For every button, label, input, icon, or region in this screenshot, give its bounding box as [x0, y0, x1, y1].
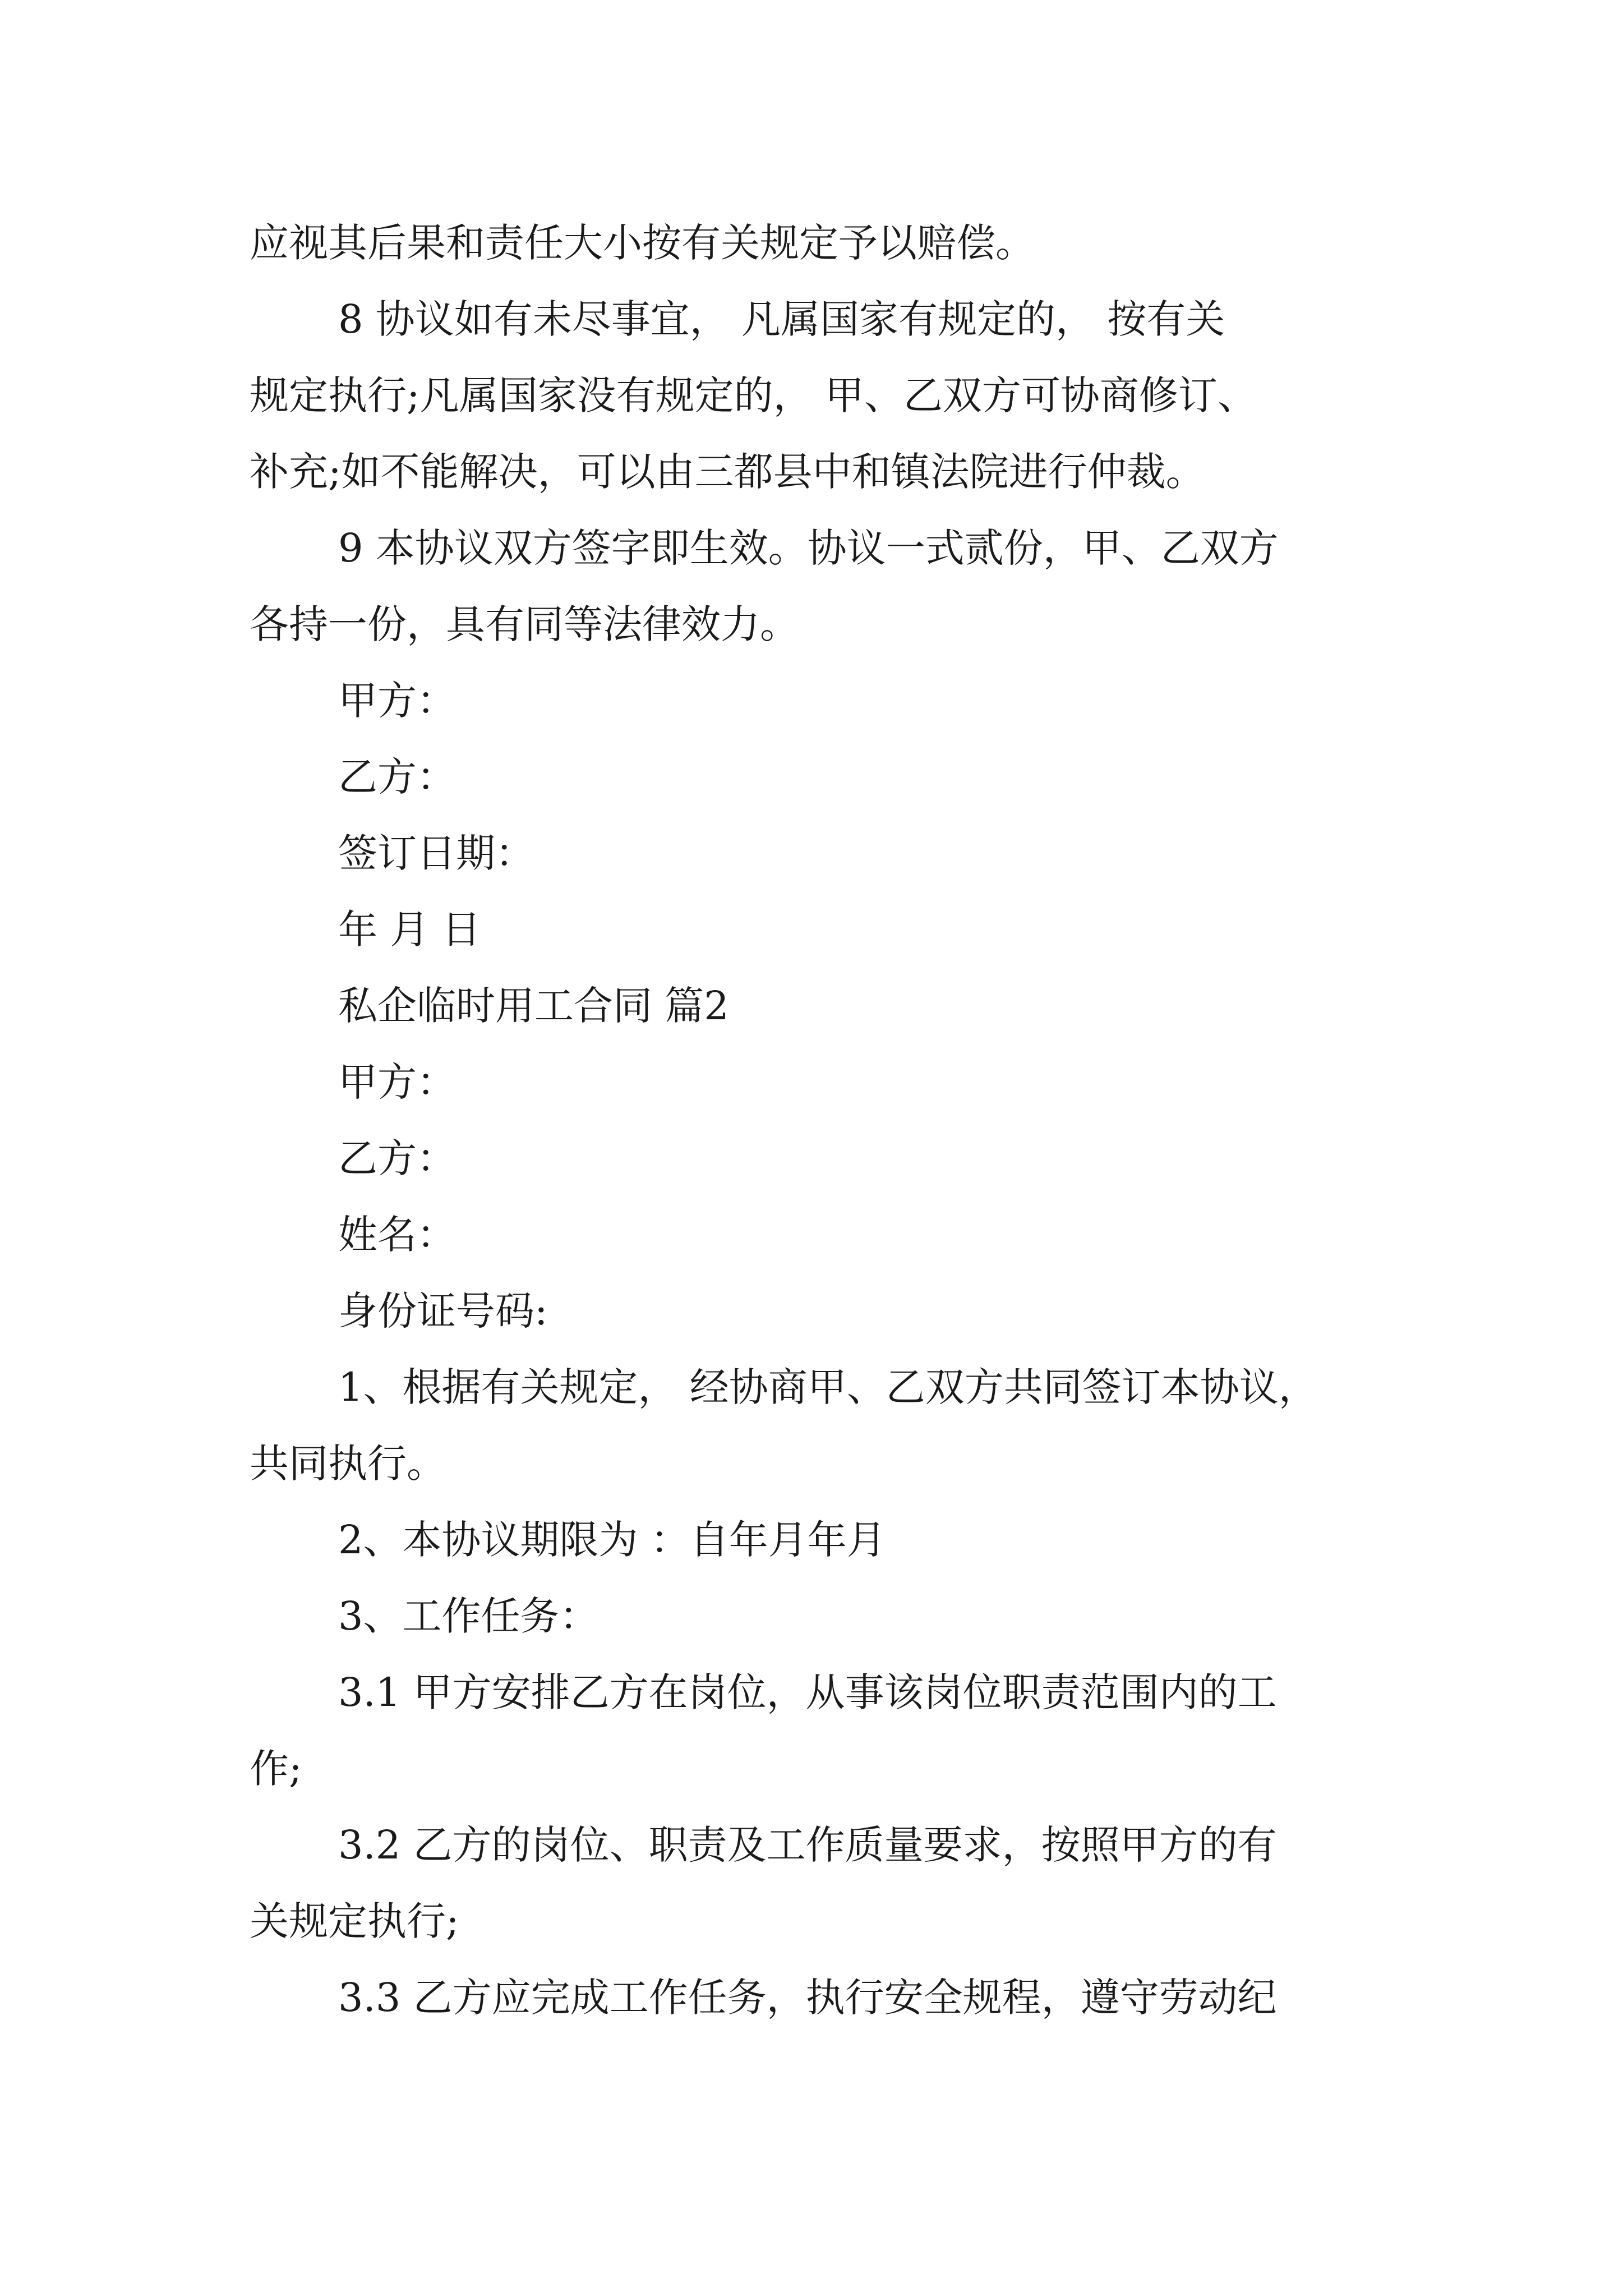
text-line: 3、工作任务：	[338, 1593, 599, 1639]
text-line: 1、根据有关规定， 经协商甲、乙双方共同签订本协议，	[338, 1364, 1318, 1410]
text-line: 身份证号码:	[338, 1288, 548, 1334]
text-line: 2、本协议期限为 ：自年月年月	[338, 1517, 886, 1563]
text-line: 9 本协议双方签字即生效。协议一式贰份，甲、乙双方	[338, 525, 1279, 571]
text-line: 规定执行;凡属国家没有规定的， 甲、乙双方可协商修订、	[250, 372, 1257, 418]
text-line: 乙方：	[338, 754, 456, 800]
text-line: 姓名：	[338, 1212, 456, 1258]
text-line: 3.2 乙方的岗位、职责及工作质量要求，按照甲方的有	[338, 1822, 1277, 1868]
text-line: 签订日期：	[338, 830, 534, 876]
text-line: 乙方：	[338, 1135, 456, 1181]
text-line: 年 月 日	[338, 907, 481, 953]
text-line: 甲方：	[338, 1059, 456, 1105]
section-heading: 私企临时用工合同 篇2	[338, 983, 729, 1029]
text-line: 作;	[250, 1746, 302, 1792]
text-line: 补充;如不能解决，可以由三都县中和镇法院进行仲裁。	[250, 449, 1205, 495]
text-line: 关规定执行;	[250, 1898, 459, 1944]
text-line: 各持一份，具有同等法律效力。	[250, 601, 799, 647]
text-line: 3.1 甲方安排乙方在岗位，从事该岗位职责范围内的工	[338, 1669, 1277, 1715]
text-line: 甲方：	[338, 678, 456, 724]
text-line: 8 协议如有未尽事宜， 凡属国家有规定的， 按有关	[338, 296, 1225, 342]
text-line: 3.3 乙方应完成工作任务，执行安全规程，遵守劳动纪	[338, 1975, 1277, 2021]
text-line: 共同执行。	[250, 1441, 446, 1487]
text-line: 应视其后果和责任大小按有关规定予以赔偿。	[250, 220, 1035, 266]
